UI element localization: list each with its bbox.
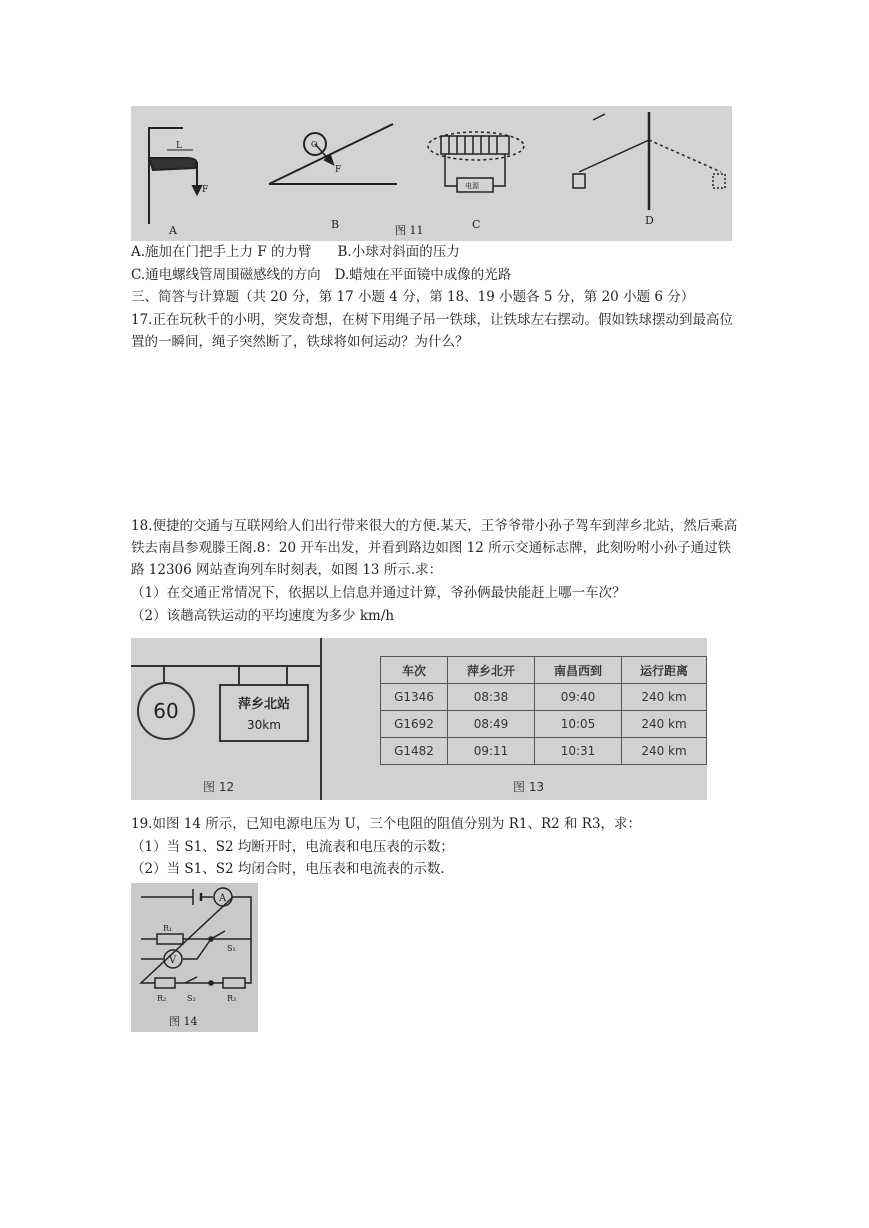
station-distance: 30km bbox=[247, 718, 281, 732]
s1-label: S₁ bbox=[227, 944, 236, 953]
figure-11-label-b: B bbox=[331, 218, 340, 231]
question-18-stem: 18.便捷的交通与互联网给人们出行带来很大的方便.某天，王爷爷带小孙子驾车到萍乡北站，然后乘高铁去南昌参观滕王阁.8：20 开车出发，并看到路边如图 12 所示交通标志牌，此刻吩咐小孙子通过铁路 12306 网站查询列车时刻表，如图 13 所示.求： bbox=[131, 518, 738, 578]
figure-14-circuit bbox=[131, 883, 258, 1032]
timetable-cell: 240 km bbox=[622, 684, 707, 711]
timetable-header-cell: 萍乡北开 bbox=[448, 657, 535, 684]
figure-11-d-mirror bbox=[573, 112, 725, 210]
section-3-heading: 三、简答与计算题（共 20 分，第 17 小题 4 分，第 18、19 小题各 5 分，第 20 小题 6 分） bbox=[131, 289, 695, 305]
timetable-cell: 08:38 bbox=[448, 684, 535, 711]
figure-11-a-f-label: F bbox=[202, 185, 209, 195]
timetable-cell: 09:11 bbox=[448, 738, 535, 765]
timetable-cell: 08:49 bbox=[448, 711, 535, 738]
timetable-cell: 240 km bbox=[622, 738, 707, 765]
timetable-cell: 10:31 bbox=[535, 738, 622, 765]
figure-14-caption: 图 14 bbox=[169, 1015, 198, 1028]
question-17: 17.正在玩秋千的小明，突发奇想，在树下用绳子吊一铁球，让铁球左右摆动。假如铁球摆动到最高位置的一瞬间，绳子突然断了，铁球将如何运动？为什么？ bbox=[131, 312, 733, 350]
q16-options-line-2 bbox=[131, 264, 511, 286]
station-name: 萍乡北站 bbox=[237, 697, 290, 712]
voltmeter-label: V bbox=[169, 955, 177, 966]
timetable-cell: G1482 bbox=[381, 738, 448, 765]
figure-11-o-label: O bbox=[311, 140, 318, 149]
figure-11-b-f-label: F bbox=[335, 165, 342, 175]
timetable-row bbox=[381, 711, 707, 738]
figure-11-l-label: L bbox=[176, 141, 182, 151]
figure-11-power-supply-label: 电源 bbox=[465, 182, 479, 190]
figure-11-b-incline bbox=[269, 124, 397, 184]
timetable-header-cell: 南昌西到 bbox=[535, 657, 622, 684]
figure-13-caption: 图 13 bbox=[513, 780, 545, 794]
r1-label: R₁ bbox=[163, 924, 173, 933]
r3-label: R₃ bbox=[227, 994, 237, 1003]
figure-12-caption: 图 12 bbox=[203, 780, 235, 794]
timetable-cell: 09:40 bbox=[535, 684, 622, 711]
question-19-sub-1: （1）当 S1、S2 均断开时，电流表和电压表的示数； bbox=[131, 839, 454, 855]
question-19-stem: 19.如图 14 所示，已知电源电压为 U，三个电阻的阻值分别为 R1、R2 和 R3，求： bbox=[131, 816, 642, 832]
r2-label: R₂ bbox=[157, 994, 167, 1003]
speed-limit-sign: 60 bbox=[137, 682, 195, 740]
figure-12-13-image bbox=[131, 638, 707, 800]
timetable-cell: G1346 bbox=[381, 684, 448, 711]
option-c: C.通电螺线管周围磁感线的方向 bbox=[131, 267, 321, 283]
option-d: D.蜡烛在平面镜中成像的光路 bbox=[334, 267, 512, 283]
figure-11-label-a: A bbox=[169, 224, 177, 237]
option-a: A.施加在门把手上力 F 的力臂 bbox=[131, 244, 312, 260]
train-timetable bbox=[380, 656, 707, 765]
question-18-sub-2: （2）该趟高铁运动的平均速度为多少 km/h bbox=[131, 608, 395, 624]
timetable-header-cell: 车次 bbox=[381, 657, 448, 684]
figure-11-drawing bbox=[131, 106, 732, 241]
timetable-cell: G1692 bbox=[381, 711, 448, 738]
timetable-header-row bbox=[381, 657, 707, 684]
question-19-sub-2: （2）当 S1、S2 均闭合时，电压表和电流表的示数. bbox=[131, 861, 445, 877]
figure-11-a-door-handle bbox=[149, 128, 201, 224]
timetable-cell: 10:05 bbox=[535, 711, 622, 738]
figure-11-caption: 图 11 bbox=[395, 224, 424, 237]
option-b: B.小球对斜面的压力 bbox=[337, 244, 460, 260]
figure-11-image bbox=[131, 106, 732, 241]
timetable-row bbox=[381, 684, 707, 711]
s2-label: S₂ bbox=[187, 994, 196, 1003]
figure-14-image bbox=[131, 883, 258, 1032]
timetable-cell: 240 km bbox=[622, 711, 707, 738]
station-distance-sign bbox=[219, 684, 309, 742]
timetable-header-cell: 运行距离 bbox=[622, 657, 707, 684]
figure-11-label-c: C bbox=[472, 218, 481, 231]
timetable-row bbox=[381, 738, 707, 765]
q16-options-line-1 bbox=[131, 241, 460, 263]
ammeter-label: A bbox=[219, 893, 227, 904]
question-18-sub-1: （1）在交通正常情况下，依据以上信息并通过计算，爷孙俩最快能赶上哪一车次？ bbox=[131, 585, 626, 601]
figure-11-label-d: D bbox=[645, 214, 654, 227]
